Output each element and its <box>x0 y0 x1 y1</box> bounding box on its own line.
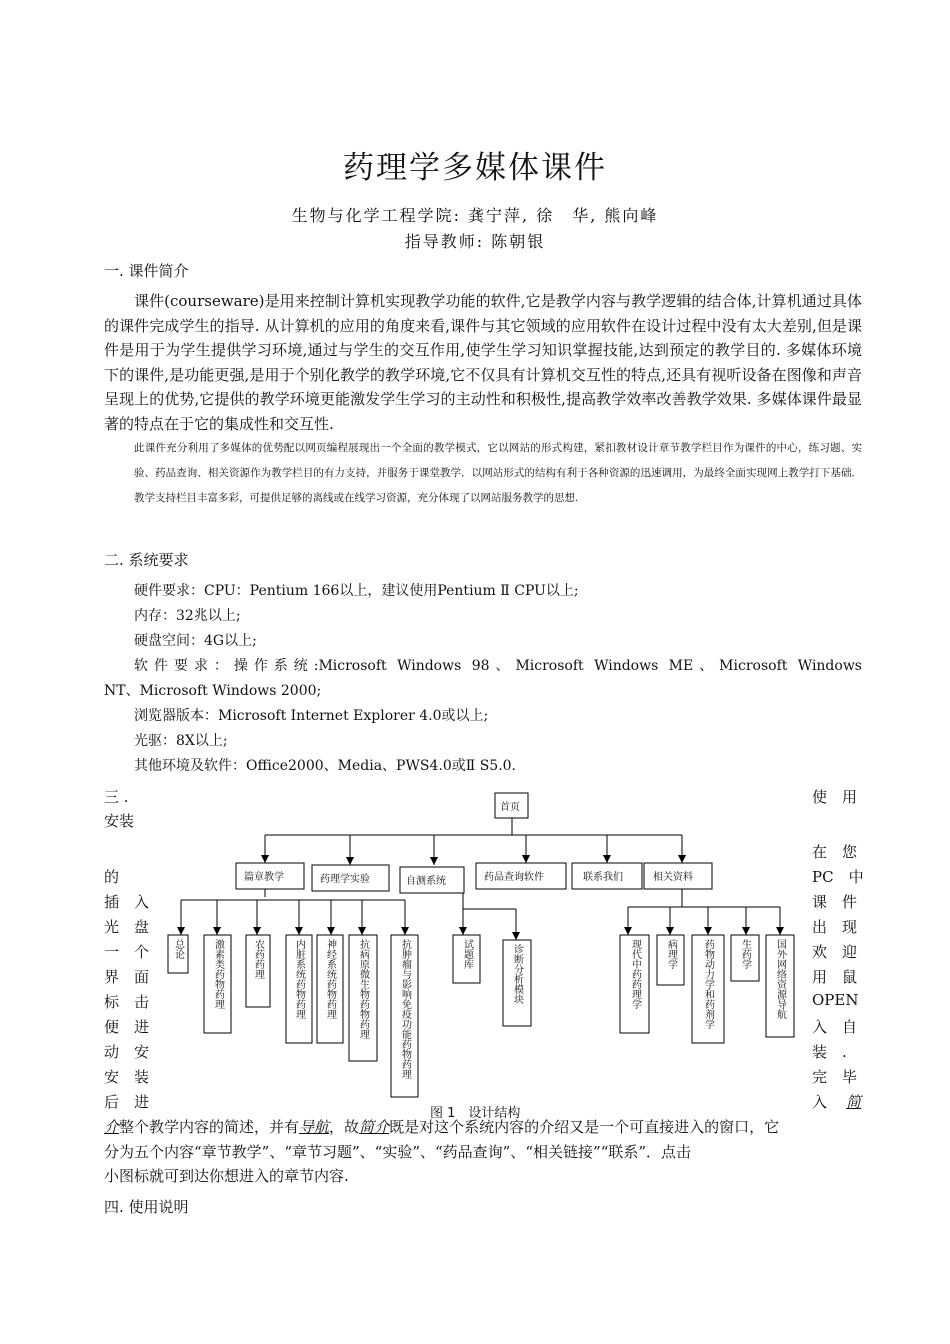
section-1-note: 此课件充分利用了多媒体的优势配以网页编程展现出一个全面的教学模式，它以网站的形式构建，紧扣教材设计章节教学栏目作为课件的中心，练习题、实验、药品查询、相关资源作为教学栏目的有力支持，并服务于课堂教学．以网站形式的结构有利于各种资源的迅速调用，为最终全面实现网上教学打下基础．教学支持栏目丰富多彩，可提供足够的离线或在线学习资源，充分体现了以网站服务教学的思想. <box>134 442 862 504</box>
left-col-0: 的 <box>104 868 120 886</box>
left-col-7: 动 安 <box>104 1043 150 1061</box>
node-modern-tcm: 现代中药药理学 <box>629 939 641 1009</box>
after-text-3: 既是对这个系统内容的介绍又是一个可直接进入的窗口，它 <box>389 1118 780 1136</box>
design-structure-diagram <box>160 785 800 1115</box>
install-line-2: 分为五个内容“章节教学”、“章节习题”、“实验”、“药品查询”、“相关链接”“联系”．点击 <box>104 1143 692 1161</box>
authors-line: 生物与化学工程学院: 龚宁萍, 徐 华, 熊向峰 <box>291 206 659 225</box>
req-browser: 浏览器版本：Microsoft Internet Explorer 4.0或以上; <box>134 708 489 724</box>
left-col-3: 一 个 <box>104 943 150 961</box>
right-col-1: 在 您 <box>812 843 858 861</box>
node-pesticide: 农药药理 <box>252 939 264 979</box>
section-1-paragraph: 课件(courseware)是用来控制计算机实现教学功能的软件,它是教学内容与教学逻辑的结合体,计算机通过具体的课件完成学生的指导. 从计算机的应用的角度来看,课件与其它领域的应用软件在设计过程中没有太大差别,但是课件是用于为学生提供学习环境,通过与学生的交互作用,使学生学习知识掌握技能,达到预定的教学目的. 多媒体环境下的课件,是功能更强,是用于个别化教学的教学环境,它不仅具有计算机交互性的特点,还具有视听设备在图像和声音呈现上的优势,它提供的教学环境更能激发学生学习的主动性和积极性,提高教学效率改善教学效果. 多媒体课件最显著的特点在于它的集成性和交互性. <box>104 292 862 433</box>
req-software-2: NT、Microsoft Windows 2000; <box>104 683 322 699</box>
node-self-test: 自测系统 <box>406 876 446 887</box>
node-pharmacokinetics: 药物动力学和药剂学 <box>702 939 714 1029</box>
node-root: 首页 <box>500 802 520 813</box>
left-col-5: 标 击 <box>104 993 150 1011</box>
node-pharm-experiment: 药理学实验 <box>320 874 370 885</box>
node-question-bank: 试题库 <box>461 939 473 969</box>
left-col-9: 后 进 <box>104 1093 150 1111</box>
node-contact: 联系我们 <box>583 872 623 883</box>
left-col-1: 插 入 <box>104 893 150 911</box>
node-antimicrobial: 抗病原微生物药物药理 <box>357 939 369 1039</box>
link-intro[interactable]: 简介 <box>359 1118 390 1136</box>
right-col-3: 课 件 <box>812 893 858 911</box>
right-col-8: 入 自 <box>812 1018 858 1036</box>
req-memory: 内存：32兆以上; <box>134 608 241 624</box>
advisor-line: 指导教师: 陈朝银 <box>404 232 546 251</box>
node-diagnosis: 诊断分析模块 <box>511 944 523 1004</box>
node-general: 总论 <box>172 939 184 959</box>
req-hardware: 硬件要求：CPU：Pentium 166以上，建议使用Pentium Ⅱ CPU以上; <box>134 583 579 599</box>
node-foreign-resources: 国外网络资源导航 <box>774 939 786 1019</box>
req-cdrom: 光驱：8X以上; <box>134 733 228 749</box>
right-col-9: 装 . <box>812 1043 847 1061</box>
after-text-1: 整个教学内容的简述，并有 <box>119 1118 300 1136</box>
right-col-10: 完 毕 <box>812 1068 858 1086</box>
node-visceral: 内脏系统药物药理 <box>293 939 305 1019</box>
section-1-heading: 一. 课件简介 <box>104 262 189 280</box>
section-4-heading: 四. 使用说明 <box>104 1198 189 1216</box>
right-col-4: 出 现 <box>812 918 858 936</box>
link-jianjie-end[interactable]: 介 <box>104 1118 120 1136</box>
figure-caption: 图 1 设计结构 <box>430 1106 521 1121</box>
req-disk: 硬盘空间：4G以上; <box>134 633 257 649</box>
install-paragraph <box>104 1115 862 1140</box>
node-chapter-teaching: 篇章教学 <box>244 872 284 883</box>
node-resources: 相关资料 <box>653 872 693 883</box>
link-navigation[interactable]: 导航 <box>299 1118 330 1136</box>
right-col-11: 入 <box>812 1093 828 1111</box>
node-drug-query: 药品查询软件 <box>484 872 544 883</box>
right-col-5: 欢 迎 <box>812 943 858 961</box>
section-2-heading: 二. 系统要求 <box>104 551 189 569</box>
req-software-1: 软件要求：操作系统:Microsoft Windows 98、Microsoft Windows ME、Microsoft Windows <box>134 658 862 674</box>
node-nervous: 神经系统药物药理 <box>324 939 336 1019</box>
node-hormone: 激素类药物药理 <box>212 939 224 1009</box>
node-pharmacognosy: 生药学 <box>739 939 751 969</box>
right-col-7: OPEN <box>812 991 859 1009</box>
node-antitumor: 抗肿瘤与影响免疫功能药物药理 <box>399 939 411 1079</box>
install-line-3: 小图标就可到达你想进入的章节内容. <box>104 1167 349 1185</box>
left-col-8: 安 装 <box>104 1068 150 1086</box>
node-pathology: 病理学 <box>665 939 677 969</box>
req-other: 其他环境及软件：Office2000、Media、PWS4.0或Ⅱ S5.0. <box>134 758 516 774</box>
section-3-heading-2: 安装 <box>104 812 135 830</box>
section-3-heading: 三 . <box>104 788 129 806</box>
right-col-0: 使 用 <box>812 788 858 806</box>
link-jianjie-start[interactable]: 简 <box>846 1093 862 1111</box>
after-text-2: ，故 <box>329 1118 360 1136</box>
right-col-6: 用 鼠 <box>812 968 858 986</box>
left-col-6: 便 进 <box>104 1018 150 1036</box>
left-col-4: 界 面 <box>104 968 150 986</box>
right-col-2: PC 中 <box>812 868 864 886</box>
left-col-2: 光 盘 <box>104 918 150 936</box>
document-title: 药理学多媒体课件 <box>343 150 607 186</box>
